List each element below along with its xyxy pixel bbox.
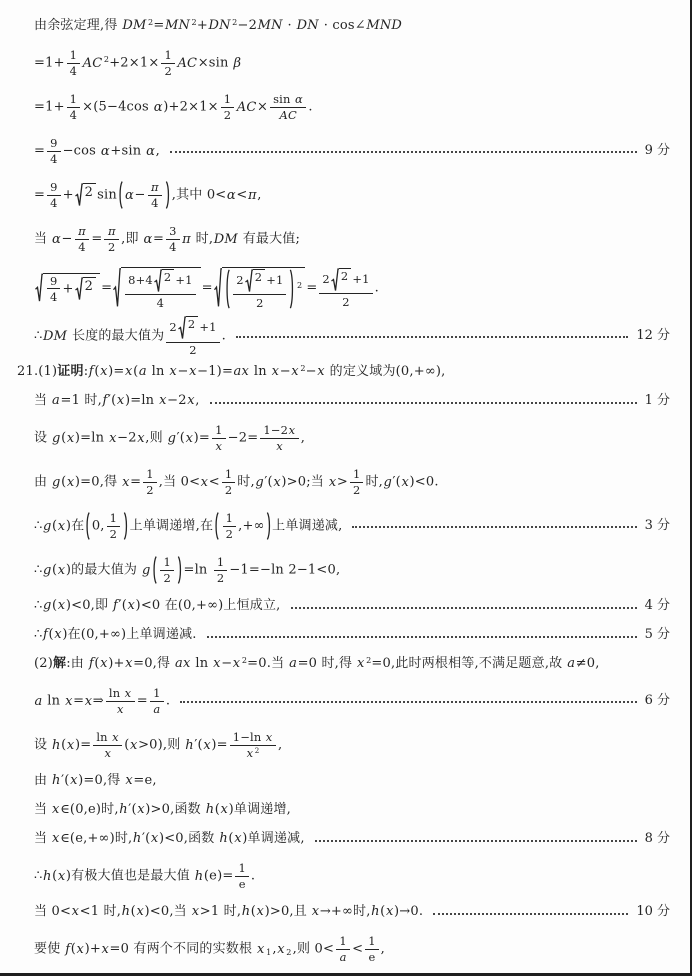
subscript: 2 <box>286 948 292 958</box>
math-content: 当 0<x<1 时,h(x)<0,当 x>1 时,h(x)>0,且 x→+∞时,h(x)→0. <box>34 904 424 920</box>
paren-group <box>152 556 182 584</box>
radical-sign-icon <box>154 269 162 293</box>
solution-line <box>34 854 670 898</box>
fraction: $\frac{\text{1−ln x}}{x ^2}$ <box>230 731 276 759</box>
solution-line <box>34 767 670 796</box>
solution-line <box>34 85 670 129</box>
close-paren-icon <box>289 269 295 309</box>
dot-leader <box>180 701 636 703</box>
math-content: 当 x∈(0,e)时,h′(x)>0,函数 h(x)单调递增, <box>34 802 291 818</box>
subscript: 1 <box>266 948 272 958</box>
score-marker: 9 分 <box>644 142 670 158</box>
fraction: $\frac{9}{4}$ <box>47 137 60 165</box>
score-marker: 1 分 <box>644 393 670 409</box>
radical-sign-icon <box>113 267 121 309</box>
radical: 2 <box>178 316 198 340</box>
solution-line <box>34 416 670 460</box>
paren-group <box>225 269 295 309</box>
fraction: $\frac{1}{2}$ <box>221 93 234 121</box>
solution-line <box>34 898 670 927</box>
fraction: 2 2 +1 2 <box>319 268 372 308</box>
fraction: $\frac{1}{e}$ <box>235 862 248 890</box>
superscript: 2 <box>366 656 372 666</box>
fraction: $\frac{\pi}{4}$ <box>75 225 90 253</box>
dot-leader <box>207 636 637 638</box>
math-content: =1+ $\frac{1}{4}$ ×(5−4cos α)+2×1× $\frac{1}{2}$ AC× $\frac{\text{sin α}}{AC}$ . <box>34 92 313 122</box>
superscript: 2 <box>241 656 248 666</box>
dot-leader <box>291 607 637 609</box>
score-marker: 4 分 <box>644 598 670 614</box>
superscript: 2 <box>254 746 260 756</box>
math-content: 当 a=1 时,f′(x)=ln x−2x, <box>34 393 200 409</box>
dot-leader <box>210 402 637 404</box>
solution-line <box>34 314 670 358</box>
close-paren-icon <box>266 512 272 540</box>
dot-leader <box>352 526 636 528</box>
solution-line <box>34 592 670 621</box>
fraction: $\frac{1}{x}$ <box>212 424 226 452</box>
radical <box>113 267 201 309</box>
fraction: $\frac{1}{4}$ <box>67 93 80 121</box>
dot-leader <box>315 840 637 842</box>
radical-sign-icon <box>75 277 83 301</box>
solution-line <box>34 621 670 650</box>
math-content: 当 x∈(e,+∞)时,h′(x)<0,函数 h(x)单调递减, <box>34 831 305 847</box>
math-content: (2)解:由 f(x)+x=0,得 ax ln x−x $^2$=0.当 a=0 时,得 x $^2$=0,此时两根相等,不满足题意,故 a≠0, <box>34 656 600 672</box>
dot-leader <box>433 913 628 915</box>
math-content: 由 g(x)=0,得 x= $\frac{1}{2}$ ,当 0<x< $\frac{1}{2}$ 时,g′(x)>0;当 x> $\frac{1}{2}$ 时,g′(x)<0. <box>34 467 439 497</box>
radical: 2 <box>154 269 174 293</box>
math-content: ∴g(x)在 0, $\frac{1}{2}$ 上单调递增,在 $\frac{1}{2}$ ,+∞ 上单调递减, <box>34 511 343 541</box>
score-marker: 3 分 <box>644 517 670 533</box>
superscript: 2 <box>300 364 306 374</box>
fraction: $\frac{9}{4}$ <box>47 275 60 303</box>
fraction: 2 2 +1 2 <box>166 316 219 356</box>
math-content: ∴g(x)的最大值为 g $\frac{1}{2}$ =ln $\frac{1}{2}$ −1=−ln 2−1<0, <box>34 555 341 585</box>
paren-group: $\frac{1}{2}$ ,+∞ <box>214 512 271 540</box>
score-marker: 10 分 <box>636 904 670 920</box>
solution-line <box>34 548 670 592</box>
fraction: $\frac{1}{e}$ <box>365 935 378 963</box>
fraction: $\frac{\text{ln x}}{x}$ <box>93 731 122 759</box>
fraction: $\frac{9}{4}$ <box>47 181 60 209</box>
fraction: $\frac{1}{2}$ <box>161 49 174 77</box>
fraction: $\frac{\text{sin α}}{AC}$ <box>270 93 306 121</box>
math-content: ∴DM 长度的最大值为 2 2 +1 2 . <box>34 317 226 357</box>
solution-line <box>34 129 670 173</box>
radical-sign-icon <box>331 268 339 292</box>
radical-sign-icon <box>35 273 43 303</box>
math-content: ∴h(x)有极大值也是最大值 h(e)= $\frac{1}{e}$ . <box>34 861 256 891</box>
solution-line <box>17 358 670 387</box>
math-content: ∴f(x)在(0,+∞)上单调递减. <box>34 627 197 643</box>
math-content: 要使 f(x)+x=0 有两个不同的实数根 x $_1$,x $_2$,则 0< $\frac{1}{a}$ < $\frac{1}{e}$ , <box>34 934 386 964</box>
fraction: $\frac{1}{2}$ <box>143 468 156 496</box>
dot-leader <box>170 151 637 153</box>
close-paren-icon <box>123 512 129 540</box>
fraction: $\frac{1-2x}{x}$ <box>260 424 298 452</box>
fraction: $\frac{1}{2}$ <box>350 468 363 496</box>
solution-line <box>34 504 670 548</box>
superscript: 2 <box>103 55 110 65</box>
fraction: $\frac{\pi}{4}$ <box>148 181 163 209</box>
fraction: $\frac{1}{2}$ <box>214 556 227 584</box>
radical <box>214 267 306 309</box>
superscript: 2 <box>148 18 154 28</box>
radical: 2 <box>75 183 96 207</box>
radical-sign-icon <box>75 183 83 207</box>
solution-line <box>34 825 670 854</box>
radical-sign-icon <box>178 316 186 340</box>
solution-lines <box>17 12 670 971</box>
solution-line <box>34 173 670 217</box>
dot-leader <box>236 336 628 338</box>
close-paren-icon <box>177 556 183 584</box>
paren-group: α− $\frac{\pi}{4}$ <box>118 181 171 209</box>
fraction: $\frac{1}{4}$ <box>67 49 80 77</box>
solution-line <box>34 679 670 723</box>
score-marker: 5 分 <box>644 627 670 643</box>
fraction: $\frac{1}{a}$ <box>150 687 164 715</box>
fraction: $\frac{1}{2}$ <box>222 468 235 496</box>
math-content: 当 α− $\frac{\pi}{4}$ = $\frac{\pi}{2}$ ,即 α= $\frac{3}{4}$ π 时,DM 有最大值; <box>34 224 301 254</box>
math-content: a ln x=x⇒ $\frac{\text{ln x}}{x}$ = $\frac{1}{a}$ . <box>34 686 171 716</box>
superscript: 2 <box>191 18 197 28</box>
paren-group: 0, $\frac{1}{2}$ <box>85 512 128 540</box>
superscript: 2 <box>232 18 238 28</box>
solution-line <box>34 41 670 85</box>
math-content: = $\frac{9}{4}$ −cos α+sin α, <box>34 136 160 166</box>
radical: 2 <box>331 268 351 292</box>
fraction: $\frac{3}{4}$ <box>166 225 179 253</box>
radical: 2 <box>245 269 265 293</box>
fraction: $\frac{1}{2}$ <box>160 556 173 584</box>
close-paren-icon <box>165 181 171 209</box>
math-content: =1+ $\frac{1}{4}$ AC $^2$+2×1× $\frac{1}{2}$ AC×sin β <box>34 48 242 78</box>
solution-line <box>34 217 670 261</box>
math-content: 设 g(x)=ln x−2x,则 g′(x)= $\frac{1}{x}$ −2= $\frac{1-2x}{x}$ , <box>34 423 306 453</box>
fraction: $\frac{1}{a}$ <box>336 935 350 963</box>
solution-line <box>34 12 670 41</box>
radical-sign-icon <box>214 267 222 309</box>
solution-line <box>34 796 670 825</box>
superscript: 2 <box>296 280 303 290</box>
radical: $\frac{9}{4}$ + 2 <box>35 273 100 303</box>
math-content: $\frac{9}{4}$ + 2 = 8+4 2 +1 4 = 2 2 +1 2 $^2$ = 2 2 +1 2 . <box>34 267 379 309</box>
solution-line <box>34 723 670 767</box>
radical: 2 <box>75 277 96 301</box>
math-content: 由余弦定理,得 DM $^2$=MN $^2$+DN $^2$−2MN · DN · cos∠MND <box>34 18 403 34</box>
math-content: 设 h(x)= $\frac{\text{ln x}}{x}$ (x>0),则 h′(x)= $\frac{\text{1−ln x}}{x ^2}$ , <box>34 730 283 760</box>
solution-line <box>34 927 670 971</box>
solution-line <box>34 650 670 679</box>
math-content: 21.(1)证明:f(x)=x(a ln x−x−1)=ax ln x−x $^2$−x 的定义域为(0,+∞), <box>17 364 446 380</box>
score-marker: 8 分 <box>644 831 670 847</box>
math-content: 由 h′(x)=0,得 x=e, <box>34 773 157 789</box>
fraction: 2 2 +1 2 <box>233 269 286 309</box>
solution-line <box>34 261 670 314</box>
math-content: ∴g(x)<0,即 f′(x)<0 在(0,+∞)上恒成立, <box>34 598 281 614</box>
fraction: $\frac{\pi}{2}$ <box>104 225 119 253</box>
solution-line <box>34 460 670 504</box>
score-marker: 6 分 <box>644 692 670 708</box>
fraction: $\frac{1}{2}$ <box>107 512 120 540</box>
radical-sign-icon <box>245 269 253 293</box>
fraction: $\frac{\text{ln x}}{x}$ <box>106 687 135 715</box>
fraction: 8+4 2 +1 4 <box>125 269 196 309</box>
solution-line <box>34 387 670 416</box>
math-content: = $\frac{9}{4}$ + 2 sin α− $\frac{\pi}{4}$ ,其中 0<α<π, <box>34 180 262 210</box>
fraction: $\frac{1}{2}$ <box>223 512 236 540</box>
score-marker: 12 分 <box>636 327 670 343</box>
